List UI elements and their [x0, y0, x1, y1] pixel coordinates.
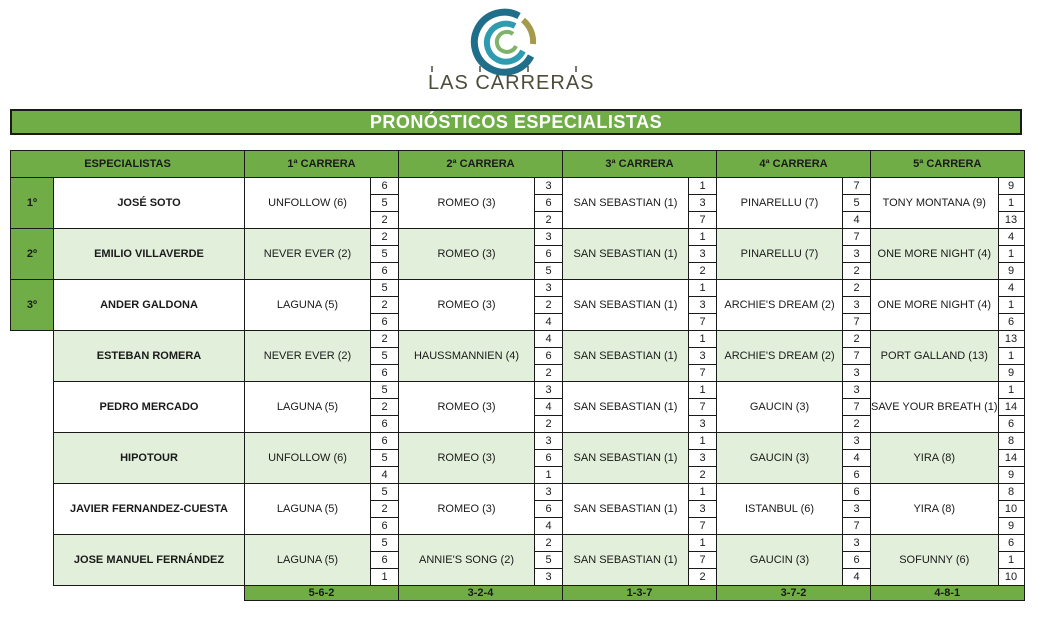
pick-number: 1: [689, 178, 717, 195]
pick-number: 13: [998, 331, 1024, 348]
pick-number: 5: [371, 535, 399, 552]
horse-pick: YIRA (8): [871, 433, 999, 484]
horse-pick: LAGUNA (5): [245, 535, 371, 586]
specialist-name: ANDER GALDONA: [54, 280, 245, 331]
horse-pick: SAN SEBASTIAN (1): [563, 535, 689, 586]
pick-number: 1: [998, 297, 1024, 314]
pick-number: 1: [689, 331, 717, 348]
table-row: [11, 280, 1025, 297]
specialist-name: JOSE MANUEL FERNÁNDEZ: [54, 535, 245, 586]
pick-number: 7: [689, 518, 717, 535]
pick-number: 2: [689, 263, 717, 280]
horse-pick: SAN SEBASTIAN (1): [563, 178, 689, 229]
pick-number: 6: [371, 314, 399, 331]
rank-badge: [11, 433, 54, 484]
pick-number: 2: [843, 280, 871, 297]
pick-number: 7: [843, 314, 871, 331]
pick-number: 4: [998, 229, 1024, 246]
pick-number: 3: [843, 365, 871, 382]
rank-badge: 3º: [11, 280, 54, 331]
pick-number: 1: [689, 229, 717, 246]
pick-number: 4: [535, 518, 563, 535]
page-title: PRONÓSTICOS ESPECIALISTAS: [10, 109, 1022, 135]
pick-number: 2: [371, 501, 399, 518]
horse-pick: GAUCIN (3): [717, 433, 843, 484]
footer-spacer: [11, 586, 245, 601]
total-race-3: 1-3-7: [563, 586, 717, 601]
pick-number: 6: [998, 314, 1024, 331]
pick-number: 1: [998, 552, 1024, 569]
header-race-4: 4ª CARRERA: [717, 151, 871, 178]
horse-pick: ROMEO (3): [399, 382, 535, 433]
table-row: [11, 382, 1025, 399]
pick-number: 5: [535, 263, 563, 280]
predictions-body: [11, 178, 1025, 586]
pick-number: 1: [998, 246, 1024, 263]
pick-number: 2: [535, 535, 563, 552]
horse-pick: SAVE YOUR BREATH (1): [871, 382, 999, 433]
total-race-4: 3-7-2: [717, 586, 871, 601]
table-row: [11, 178, 1025, 195]
pick-number: 2: [371, 399, 399, 416]
pick-number: 1: [371, 569, 399, 586]
rank-badge: 1º: [11, 178, 54, 229]
pick-number: 5: [371, 450, 399, 467]
horse-pick: TONY MONTANA (9): [871, 178, 999, 229]
pick-number: 2: [371, 212, 399, 229]
pick-number: 5: [371, 382, 399, 399]
pick-number: 3: [843, 297, 871, 314]
pick-number: 6: [535, 348, 563, 365]
pick-number: 6: [371, 518, 399, 535]
header-race-5: 5ª CARRERA: [871, 151, 1025, 178]
pick-number: 6: [998, 535, 1024, 552]
pick-number: 2: [371, 331, 399, 348]
pick-number: 2: [535, 297, 563, 314]
pick-number: 3: [535, 382, 563, 399]
pick-number: 3: [689, 501, 717, 518]
pick-number: 1: [689, 535, 717, 552]
horse-pick: UNFOLLOW (6): [245, 433, 371, 484]
pick-number: 9: [998, 178, 1024, 195]
pick-number: 13: [998, 212, 1024, 229]
horse-pick: ISTANBUL (6): [717, 484, 843, 535]
table-row: [11, 484, 1025, 501]
specialist-name: ESTEBAN ROMERA: [54, 331, 245, 382]
pick-number: 7: [843, 229, 871, 246]
pick-number: 1: [689, 433, 717, 450]
pick-number: 3: [535, 569, 563, 586]
pick-number: 5: [843, 195, 871, 212]
pick-number: 4: [843, 569, 871, 586]
pick-number: 4: [535, 399, 563, 416]
pick-number: 3: [535, 280, 563, 297]
horse-pick: LAGUNA (5): [245, 382, 371, 433]
rank-badge: [11, 484, 54, 535]
horse-pick: PINARELLU (7): [717, 178, 843, 229]
pick-number: 3: [843, 246, 871, 263]
pick-number: 3: [535, 484, 563, 501]
total-race-2: 3-2-4: [399, 586, 563, 601]
pick-number: 6: [371, 416, 399, 433]
rank-badge: [11, 382, 54, 433]
specialist-name: EMILIO VILLAVERDE: [54, 229, 245, 280]
horse-pick: SAN SEBASTIAN (1): [563, 484, 689, 535]
rank-badge: [11, 331, 54, 382]
specialist-name: HIPOTOUR: [54, 433, 245, 484]
pick-number: 2: [371, 297, 399, 314]
specialist-name: PEDRO MERCADO: [54, 382, 245, 433]
pick-number: 9: [998, 365, 1024, 382]
horse-pick: PINARELLU (7): [717, 229, 843, 280]
predictions-table: [10, 150, 1025, 601]
pick-number: 1: [535, 467, 563, 484]
pick-number: 9: [998, 518, 1024, 535]
pick-number: 6: [535, 450, 563, 467]
header-specialists: ESPECIALISTAS: [11, 151, 245, 178]
pick-number: 6: [535, 246, 563, 263]
pick-number: 2: [371, 229, 399, 246]
pick-number: 7: [843, 399, 871, 416]
pick-number: 3: [843, 501, 871, 518]
horse-pick: ROMEO (3): [399, 229, 535, 280]
header-race-2: 2ª CARRERA: [399, 151, 563, 178]
horse-pick: PORT GALLAND (13): [871, 331, 999, 382]
pick-number: 3: [535, 229, 563, 246]
table-row: [11, 229, 1025, 246]
pick-number: 6: [371, 178, 399, 195]
pick-number: 5: [371, 280, 399, 297]
pick-number: 4: [843, 212, 871, 229]
pick-number: 1: [689, 382, 717, 399]
specialist-name: JAVIER FERNANDEZ-CUESTA: [54, 484, 245, 535]
horse-pick: SOFUNNY (6): [871, 535, 999, 586]
pick-number: 6: [371, 365, 399, 382]
horse-pick: ONE MORE NIGHT (4): [871, 280, 999, 331]
horse-pick: ROMEO (3): [399, 433, 535, 484]
horse-pick: SAN SEBASTIAN (1): [563, 280, 689, 331]
pick-number: 5: [535, 552, 563, 569]
pick-number: 4: [535, 331, 563, 348]
pick-number: 5: [371, 348, 399, 365]
pick-number: 4: [998, 280, 1024, 297]
pick-number: 1: [689, 280, 717, 297]
pick-number: 2: [689, 467, 717, 484]
pick-number: 3: [689, 450, 717, 467]
pick-number: 2: [535, 416, 563, 433]
pick-number: 2: [843, 416, 871, 433]
pick-number: 4: [843, 450, 871, 467]
pick-number: 5: [371, 195, 399, 212]
pick-number: 3: [689, 416, 717, 433]
pick-number: 9: [998, 467, 1024, 484]
brand-name: LAS CARRERAS: [428, 72, 595, 94]
pick-number: 6: [843, 484, 871, 501]
horse-pick: NEVER EVER (2): [245, 229, 371, 280]
horse-pick: SAN SEBASTIAN (1): [563, 433, 689, 484]
pick-number: 14: [998, 450, 1024, 467]
pick-number: 3: [535, 433, 563, 450]
pick-number: 7: [689, 212, 717, 229]
pick-number: 10: [998, 569, 1024, 586]
horse-pick: ONE MORE NIGHT (4): [871, 229, 999, 280]
pick-number: 3: [535, 178, 563, 195]
pick-number: 3: [689, 297, 717, 314]
pick-number: 3: [843, 382, 871, 399]
horse-pick: LAGUNA (5): [245, 484, 371, 535]
horse-pick: ROMEO (3): [399, 280, 535, 331]
horse-pick: SAN SEBASTIAN (1): [563, 331, 689, 382]
horse-pick: SAN SEBASTIAN (1): [563, 382, 689, 433]
pick-number: 6: [371, 263, 399, 280]
horse-pick: NEVER EVER (2): [245, 331, 371, 382]
pick-number: 3: [843, 433, 871, 450]
horse-pick: ARCHIE'S DREAM (2): [717, 280, 843, 331]
pick-number: 6: [535, 501, 563, 518]
pick-number: 5: [371, 246, 399, 263]
total-race-1: 5-6-2: [245, 586, 399, 601]
pick-number: 2: [535, 365, 563, 382]
pick-number: 9: [998, 263, 1024, 280]
pick-number: 6: [371, 433, 399, 450]
pick-number: 4: [535, 314, 563, 331]
pick-number: 7: [843, 178, 871, 195]
rank-badge: 2º: [11, 229, 54, 280]
pick-number: 4: [371, 467, 399, 484]
pick-number: 1: [998, 382, 1024, 399]
pick-number: 7: [843, 518, 871, 535]
horse-pick: ROMEO (3): [399, 484, 535, 535]
pick-number: 3: [689, 348, 717, 365]
table-row: [11, 535, 1025, 552]
pick-number: 6: [998, 416, 1024, 433]
horse-pick: ARCHIE'S DREAM (2): [717, 331, 843, 382]
horse-pick: UNFOLLOW (6): [245, 178, 371, 229]
specialist-name: JOSÉ SOTO: [54, 178, 245, 229]
pick-number: 3: [689, 246, 717, 263]
pick-number: 10: [998, 501, 1024, 518]
pick-number: 7: [689, 365, 717, 382]
header-race-3: 3ª CARRERA: [563, 151, 717, 178]
pick-number: 8: [998, 484, 1024, 501]
pick-number: 7: [689, 399, 717, 416]
table-row: [11, 331, 1025, 348]
pick-number: 1: [998, 195, 1024, 212]
pick-number: 6: [371, 552, 399, 569]
pick-number: 3: [843, 535, 871, 552]
pick-number: 7: [689, 314, 717, 331]
total-race-5: 4-8-1: [871, 586, 1025, 601]
horse-pick: GAUCIN (3): [717, 382, 843, 433]
pick-number: 1: [689, 484, 717, 501]
pick-number: 1: [998, 348, 1024, 365]
horse-pick: YIRA (8): [871, 484, 999, 535]
horse-pick: GAUCIN (3): [717, 535, 843, 586]
pick-number: 2: [535, 212, 563, 229]
header-race-1: 1ª CARRERA: [245, 151, 399, 178]
horse-pick: ROMEO (3): [399, 178, 535, 229]
pick-number: 2: [843, 263, 871, 280]
horse-pick: HAUSSMANNIEN (4): [399, 331, 535, 382]
pick-number: 6: [535, 195, 563, 212]
pick-number: 6: [843, 552, 871, 569]
pick-number: 3: [689, 195, 717, 212]
rank-badge: [11, 535, 54, 586]
pick-number: 2: [843, 331, 871, 348]
horse-pick: LAGUNA (5): [245, 280, 371, 331]
pick-number: 2: [689, 569, 717, 586]
pick-number: 7: [689, 552, 717, 569]
pick-number: 7: [843, 348, 871, 365]
horse-pick: ANNIE'S SONG (2): [399, 535, 535, 586]
pick-number: 5: [371, 484, 399, 501]
table-row: [11, 433, 1025, 450]
horse-pick: SAN SEBASTIAN (1): [563, 229, 689, 280]
pick-number: 6: [843, 467, 871, 484]
pick-number: 8: [998, 433, 1024, 450]
pick-number: 14: [998, 399, 1024, 416]
